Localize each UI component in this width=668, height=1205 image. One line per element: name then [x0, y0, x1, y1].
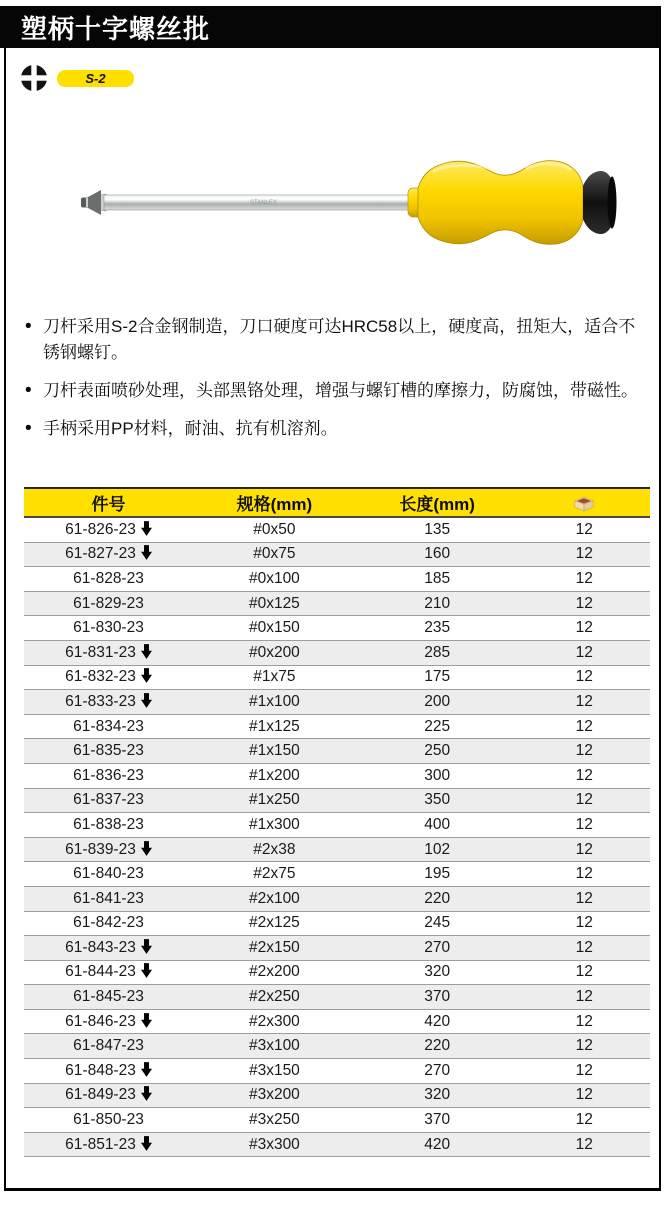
part-number-cell: [24, 567, 193, 592]
pack-qty-cell: 12: [519, 1132, 650, 1157]
parts-table-body: [24, 517, 650, 1157]
part-number: 61-828-23: [73, 569, 144, 587]
part-number: 61-833-23: [65, 692, 136, 710]
steel-grade-badge: S-2: [57, 70, 134, 87]
part-number: 61-843-23: [65, 938, 136, 956]
table-row: [24, 886, 650, 911]
down-arrow-icon: [141, 841, 152, 856]
part-number-cell: [24, 1034, 193, 1059]
col-header-length: 长度(mm): [356, 488, 519, 517]
part-number-cell: [24, 1083, 193, 1108]
pack-qty-cell: 12: [519, 714, 650, 739]
part-number: 61-845-23: [73, 988, 144, 1006]
drive-type-row: [20, 64, 134, 92]
part-number-cell: [24, 665, 193, 690]
part-number: 61-836-23: [73, 766, 144, 784]
part-number: 61-842-23: [73, 914, 144, 932]
spec-cell: #2x250: [193, 985, 356, 1010]
length-cell: 420: [356, 1009, 519, 1034]
down-arrow-icon: [141, 1062, 152, 1077]
spec-cell: #1x125: [193, 714, 356, 739]
pack-qty-cell: 12: [519, 517, 650, 542]
part-number: 61-847-23: [73, 1037, 144, 1055]
parts-table: [24, 487, 650, 1157]
pack-qty-cell: 12: [519, 862, 650, 887]
down-arrow-icon: [141, 1013, 152, 1028]
length-cell: 220: [356, 886, 519, 911]
pack-qty-cell: 12: [519, 690, 650, 715]
table-row: [24, 813, 650, 838]
down-arrow-icon: [141, 693, 152, 708]
length-cell: 350: [356, 788, 519, 813]
length-cell: 245: [356, 911, 519, 936]
down-arrow-icon: [141, 1136, 152, 1151]
table-row: [24, 1009, 650, 1034]
table-row: [24, 591, 650, 616]
part-number-cell: [24, 1009, 193, 1034]
table-row: [24, 567, 650, 592]
pack-qty-cell: 12: [519, 1083, 650, 1108]
down-arrow-icon: [141, 668, 152, 683]
part-number-cell: [24, 640, 193, 665]
table-row: [24, 690, 650, 715]
pack-qty-cell: 12: [519, 911, 650, 936]
part-number: 61-844-23: [65, 963, 136, 981]
col-header-pack-qty: [519, 488, 650, 517]
part-number: 61-838-23: [73, 815, 144, 833]
carton-box-icon: [573, 495, 595, 512]
pack-qty-cell: 12: [519, 1009, 650, 1034]
shaft-marking: STANLEY: [250, 200, 277, 206]
table-row: [24, 763, 650, 788]
part-number: 61-848-23: [65, 1061, 136, 1079]
down-arrow-icon: [141, 1086, 152, 1101]
length-cell: 420: [356, 1132, 519, 1157]
spec-cell: #0x75: [193, 542, 356, 567]
phillips-drive-icon: [20, 64, 48, 92]
part-number: 61-829-23: [73, 594, 144, 612]
part-number: 61-851-23: [65, 1135, 136, 1153]
table-row: [24, 1034, 650, 1059]
spec-cell: #0x125: [193, 591, 356, 616]
length-cell: 102: [356, 837, 519, 862]
spec-cell: #0x150: [193, 616, 356, 641]
spec-cell: #1x100: [193, 690, 356, 715]
spec-cell: #1x75: [193, 665, 356, 690]
table-row: [24, 1083, 650, 1108]
part-number-cell: [24, 985, 193, 1010]
col-header-spec: 规格(mm): [193, 488, 356, 517]
spec-cell: #3x150: [193, 1059, 356, 1084]
table-row: [24, 837, 650, 862]
pack-qty-cell: 12: [519, 1059, 650, 1084]
pack-qty-cell: 12: [519, 591, 650, 616]
part-number-cell: [24, 886, 193, 911]
pack-qty-cell: 12: [519, 763, 650, 788]
part-number-cell: [24, 591, 193, 616]
table-row: [24, 517, 650, 542]
part-number: 61-830-23: [73, 619, 144, 637]
part-number-cell: [24, 788, 193, 813]
pack-qty-cell: 12: [519, 665, 650, 690]
length-cell: 400: [356, 813, 519, 838]
feature-item: • 手柄采用PP材料，耐油、抗有机溶剂。: [24, 416, 648, 442]
part-number: 61-831-23: [65, 643, 136, 661]
length-cell: 225: [356, 714, 519, 739]
part-number: 61-846-23: [65, 1012, 136, 1030]
length-cell: 320: [356, 960, 519, 985]
spec-cell: #2x38: [193, 837, 356, 862]
pack-qty-cell: 12: [519, 788, 650, 813]
pack-qty-cell: 12: [519, 837, 650, 862]
part-number: 61-835-23: [73, 742, 144, 760]
part-number: 61-841-23: [73, 889, 144, 907]
spec-cell: #0x200: [193, 640, 356, 665]
length-cell: 160: [356, 542, 519, 567]
part-number-cell: [24, 739, 193, 764]
pack-qty-cell: 12: [519, 640, 650, 665]
part-number: 61-832-23: [65, 668, 136, 686]
part-number-cell: [24, 1132, 193, 1157]
table-row: [24, 640, 650, 665]
table-row: [24, 985, 650, 1010]
part-number-cell: [24, 517, 193, 542]
down-arrow-icon: [141, 521, 152, 536]
spec-cell: #3x250: [193, 1108, 356, 1133]
table-row: [24, 739, 650, 764]
spec-cell: #1x150: [193, 739, 356, 764]
part-number-cell: [24, 813, 193, 838]
pack-qty-cell: 12: [519, 567, 650, 592]
spec-cell: #3x100: [193, 1034, 356, 1059]
length-cell: 250: [356, 739, 519, 764]
pack-qty-cell: 12: [519, 616, 650, 641]
length-cell: 370: [356, 1108, 519, 1133]
length-cell: 270: [356, 1059, 519, 1084]
length-cell: 175: [356, 665, 519, 690]
feature-list: [24, 314, 648, 454]
table-row: [24, 1059, 650, 1084]
down-arrow-icon: [141, 545, 152, 560]
part-number: 61-840-23: [73, 865, 144, 883]
product-image screwdriver-image: [72, 145, 617, 260]
down-arrow-icon: [141, 963, 152, 978]
length-cell: 220: [356, 1034, 519, 1059]
length-cell: 270: [356, 936, 519, 961]
table-row: [24, 1108, 650, 1133]
page-title: 塑柄十字螺丝批: [21, 13, 211, 44]
length-cell: 300: [356, 763, 519, 788]
spec-cell: #2x300: [193, 1009, 356, 1034]
length-cell: 320: [356, 1083, 519, 1108]
table-row: [24, 960, 650, 985]
feature-item: • 刀杆表面喷砂处理，头部黑铬处理，增强与螺钉槽的摩擦力，防腐蚀，带磁性。: [24, 378, 648, 404]
pack-qty-cell: 12: [519, 1108, 650, 1133]
down-arrow-icon: [141, 939, 152, 954]
spec-cell: #3x200: [193, 1083, 356, 1108]
table-row: [24, 665, 650, 690]
spec-cell: #2x200: [193, 960, 356, 985]
part-number-cell: [24, 911, 193, 936]
table-row: [24, 862, 650, 887]
table-row: [24, 788, 650, 813]
spec-cell: #1x250: [193, 788, 356, 813]
spec-cell: #0x100: [193, 567, 356, 592]
table-row: [24, 1132, 650, 1157]
length-cell: 370: [356, 985, 519, 1010]
spec-cell: #1x200: [193, 763, 356, 788]
table-header-row: [24, 488, 650, 517]
part-number-cell: [24, 1108, 193, 1133]
page-header: [0, 6, 661, 48]
part-number-cell: [24, 862, 193, 887]
pack-qty-cell: 12: [519, 985, 650, 1010]
spec-cell: #2x125: [193, 911, 356, 936]
part-number: 61-827-23: [65, 545, 136, 563]
handle: [418, 161, 583, 245]
spec-cell: #1x300: [193, 813, 356, 838]
length-cell: 235: [356, 616, 519, 641]
length-cell: 195: [356, 862, 519, 887]
spec-cell: #0x50: [193, 517, 356, 542]
part-number-cell: [24, 960, 193, 985]
table-row: [24, 911, 650, 936]
table-row: [24, 542, 650, 567]
phillips-tip: [81, 190, 106, 215]
part-number: 61-834-23: [73, 717, 144, 735]
part-number-cell: [24, 690, 193, 715]
pack-qty-cell: 12: [519, 886, 650, 911]
part-number: 61-849-23: [65, 1086, 136, 1104]
part-number-cell: [24, 837, 193, 862]
spec-cell: #2x100: [193, 886, 356, 911]
length-cell: 135: [356, 517, 519, 542]
pack-qty-cell: 12: [519, 936, 650, 961]
pack-qty-cell: 12: [519, 1034, 650, 1059]
pack-qty-cell: 12: [519, 739, 650, 764]
length-cell: 185: [356, 567, 519, 592]
part-number-cell: [24, 936, 193, 961]
part-number: 61-839-23: [65, 840, 136, 858]
part-number-cell: [24, 763, 193, 788]
down-arrow-icon: [141, 644, 152, 659]
part-number: 61-826-23: [65, 520, 136, 538]
pack-qty-cell: 12: [519, 960, 650, 985]
part-number-cell: [24, 714, 193, 739]
table-row: [24, 616, 650, 641]
content-frame: [4, 48, 661, 1191]
spec-cell: #2x75: [193, 862, 356, 887]
col-header-part-number: 件号: [24, 488, 193, 517]
length-cell: 200: [356, 690, 519, 715]
length-cell: 210: [356, 591, 519, 616]
part-number: 61-850-23: [73, 1111, 144, 1129]
part-number-cell: [24, 616, 193, 641]
table-row: [24, 714, 650, 739]
table-row: [24, 936, 650, 961]
pack-qty-cell: 12: [519, 813, 650, 838]
length-cell: 285: [356, 640, 519, 665]
part-number: 61-837-23: [73, 791, 144, 809]
spec-cell: #3x300: [193, 1132, 356, 1157]
spec-cell: #2x150: [193, 936, 356, 961]
part-number-cell: [24, 542, 193, 567]
pack-qty-cell: 12: [519, 542, 650, 567]
feature-item: • 刀杆采用S-2合金钢制造，刀口硬度可达HRC58以上，硬度高，扭矩大，适合不锈钢螺钉。: [24, 314, 648, 366]
part-number-cell: [24, 1059, 193, 1084]
